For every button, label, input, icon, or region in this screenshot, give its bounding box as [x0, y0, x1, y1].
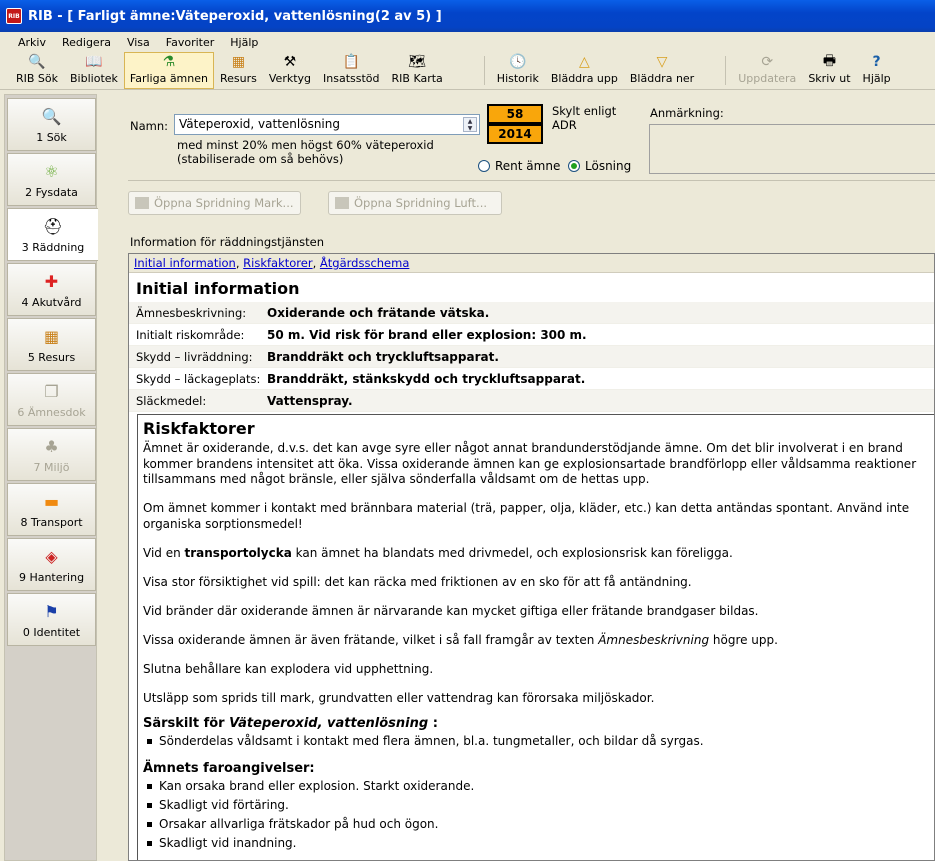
- nav-miljo[interactable]: [7, 428, 96, 481]
- uppdatera-label: Uppdatera: [738, 72, 797, 85]
- remarks-label: Anmärkning:: [650, 106, 724, 120]
- link-initial-information[interactable]: Initial information: [134, 256, 236, 270]
- tools-icon: ⚒: [283, 54, 297, 70]
- historik-button[interactable]: [491, 52, 545, 89]
- window-title: RIB - [ Farligt ämne:Väteperoxid, vattenlösning(2 av 5) ]: [28, 8, 442, 24]
- risk-paragraph: Om ämnet kommer i kontakt med brännbara material (trä, papper, olja, kläder, etc.) kan detta antändas spontant. Använd inte organiska sorptionsmedel!: [143, 501, 910, 531]
- skriv-ut-button[interactable]: [802, 52, 856, 89]
- flags-icon: ⚑: [44, 602, 59, 621]
- risk-paragraph: Slutna behållare kan explodera vid upphettning.: [143, 661, 434, 676]
- risk-text: Vid en: [143, 545, 185, 560]
- special-list: [143, 732, 931, 751]
- risk-text: högre upp.: [709, 632, 778, 647]
- risk-factors-section: [137, 414, 935, 861]
- rib-sok-button[interactable]: [10, 52, 64, 89]
- name-note: med minst 20% men högst 60% väteperoxid (stabiliserade om så behövs): [177, 138, 434, 166]
- risk-factors-heading: Riskfaktorer: [143, 419, 255, 438]
- nav-raddning-label: 3 Räddning: [21, 240, 85, 254]
- risk-bold-text: transportolycka: [184, 545, 292, 560]
- nav-identitet-label: 0 Identitet: [22, 625, 81, 639]
- menu-arkiv[interactable]: Arkiv: [18, 35, 46, 49]
- radio-circle: [478, 160, 490, 172]
- nav-fysdata-label: 2 Fysdata: [25, 185, 78, 199]
- hazard-heading: Ämnets faroangivelser:: [143, 761, 315, 776]
- list-item: Skadligt vid inandning.: [143, 834, 931, 853]
- nav-hantering[interactable]: [7, 538, 96, 591]
- risk-paragraph: Vid bränder där oxiderande ämnen är närvarande kan mycket giftiga eller frätande brandgaser bildas.: [143, 603, 759, 618]
- anchor-links: Initial information, Riskfaktorer, Åtgärdsschema: [129, 254, 934, 273]
- remarks-box[interactable]: [649, 124, 935, 174]
- menu-visa[interactable]: Visa: [126, 35, 150, 49]
- rib-sok-label: RIB Sök: [16, 72, 59, 85]
- printer-icon: 🖶: [822, 53, 837, 69]
- info-value: Oxiderande och frätande vätska.: [267, 305, 490, 320]
- link-riskfaktorer[interactable]: Riskfaktorer: [243, 256, 313, 270]
- verktyg-label: Verktyg: [268, 72, 312, 85]
- menu-redigera[interactable]: Redigera: [61, 35, 111, 49]
- nav-transport[interactable]: [7, 483, 96, 536]
- bladdra-ner-label: Bläddra ner: [629, 72, 695, 85]
- nav-resurs[interactable]: [7, 318, 96, 371]
- link-atgardsschema[interactable]: Åtgärdsschema: [319, 256, 410, 270]
- nav-resurs-label: 5 Resurs: [27, 350, 76, 364]
- skriv-ut-label: Skriv ut: [808, 72, 851, 85]
- bladdra-upp-label: Bläddra upp: [550, 72, 618, 85]
- resurs-label: Resurs: [220, 72, 257, 85]
- list-item: Orsakar allvarliga frätskador på hud och ögon.: [143, 815, 931, 834]
- container-icon: ▦: [43, 327, 60, 346]
- risk-paragraph: Visa stor försiktighet vid spill: det kan räcka med friktionen av en sko för att få antändning.: [143, 574, 692, 589]
- special-heading: [143, 716, 931, 731]
- info-row: [129, 368, 934, 390]
- resurs-button[interactable]: [214, 52, 263, 89]
- open-spread-air-button[interactable]: [328, 191, 502, 215]
- orange-plate-icon: ▬: [43, 492, 60, 511]
- verktyg-button[interactable]: [263, 52, 317, 89]
- radio-circle-selected: [568, 160, 580, 172]
- risk-text: kan ämnet ha blandats med drivmedel, och explosionsrisk kan föreligga.: [291, 545, 733, 560]
- nav-miljo-label: 7 Miljö: [33, 460, 70, 474]
- farliga-amnen-label: Farliga ämnen: [129, 72, 208, 85]
- arrow-down-icon: ▽: [656, 54, 668, 70]
- info-key: Initialt riskområde:: [136, 327, 245, 342]
- spread-air-icon: [335, 197, 349, 209]
- info-key: Ämnesbeskrivning:: [136, 305, 247, 320]
- title-bar: [0, 0, 935, 32]
- divider: [128, 180, 935, 181]
- arrow-up-icon: △: [578, 54, 590, 70]
- menu-favoriter[interactable]: Favoriter: [165, 35, 215, 49]
- risk-text: Vissa oxiderande ämnen är även frätande, vilket i så fall framgår av texten: [143, 632, 599, 647]
- rib-karta-label: RIB Karta: [391, 72, 443, 85]
- risk-paragraph: [143, 546, 933, 562]
- adr-hazard-number: 58: [487, 104, 543, 124]
- nav-akutvard[interactable]: [7, 263, 96, 316]
- historik-label: Historik: [496, 72, 539, 85]
- documents-icon: ❐: [44, 382, 59, 401]
- clipboard-icon: 📋: [342, 54, 360, 70]
- menu-bar: [0, 32, 935, 52]
- insatsstod-button[interactable]: [317, 52, 386, 89]
- nav-hantering-label: 9 Hantering: [18, 570, 85, 584]
- initial-information-table: [129, 302, 934, 412]
- rib-karta-button[interactable]: [386, 52, 449, 89]
- firefighter-icon: ⛑: [42, 217, 64, 236]
- open-spread-air-label: Öppna Spridning Luft...: [354, 196, 488, 210]
- bibliotek-label: Bibliotek: [70, 72, 118, 85]
- toolbar-separator: [725, 56, 726, 85]
- bladdra-upp-button[interactable]: [545, 52, 624, 89]
- substance-name-value: Väteperoxid, vattenlösning: [179, 117, 340, 131]
- bibliotek-button[interactable]: [64, 52, 124, 89]
- nav-raddning[interactable]: [7, 208, 98, 261]
- open-spread-ground-label: Öppna Spridning Mark...: [154, 196, 294, 210]
- risk-italic-text: Ämnesbeskrivning: [598, 632, 710, 647]
- risk-paragraph: [143, 633, 933, 649]
- red-cross-icon: ✚: [44, 272, 59, 291]
- update-icon: ⟳: [761, 54, 774, 70]
- nav-akutvard-label: 4 Akutvård: [21, 295, 82, 309]
- insatsstod-label: Insatsstöd: [323, 72, 380, 85]
- list-item: Sönderdelas våldsamt i kontakt med flera ämnen, bl.a. tungmetaller, och bildar då syrgas.: [143, 732, 931, 751]
- nav-transport-label: 8 Transport: [20, 515, 83, 529]
- rib-app-icon: RIB: [6, 8, 22, 24]
- info-value: Branddräkt och tryckluftsapparat.: [267, 349, 499, 364]
- hjalp-label: Hjälp: [862, 72, 891, 85]
- hazard-diamond-icon: ◈: [45, 547, 58, 566]
- special-heading-colon: :: [428, 716, 438, 731]
- info-row: [129, 324, 934, 346]
- special-heading-text: Särskilt för: [143, 716, 230, 731]
- farliga-amnen-button[interactable]: [124, 52, 214, 89]
- hazard-list: [143, 777, 931, 853]
- info-value: Vattenspray.: [267, 393, 353, 408]
- risk-paragraph: Utsläpp som sprids till mark, grundvatten eller vattendrag kan förorsaka miljöskador.: [143, 690, 655, 705]
- nav-identitet[interactable]: [7, 593, 96, 646]
- nav-fysdata[interactable]: [7, 153, 96, 206]
- info-row: [129, 390, 934, 412]
- nav-amnesdok[interactable]: [7, 373, 96, 426]
- tree-icon: ♣: [44, 437, 59, 456]
- spread-ground-icon: [135, 197, 149, 209]
- open-spread-ground-button[interactable]: [128, 191, 301, 215]
- bladdra-ner-button[interactable]: [624, 52, 700, 89]
- container-icon: ▦: [231, 54, 246, 70]
- list-item: Skadligt vid förtäring.: [143, 796, 931, 815]
- info-key: Skydd – livräddning:: [136, 349, 253, 364]
- magnifier-icon: 🔍: [41, 107, 62, 126]
- radio-pure-substance[interactable]: [478, 159, 560, 173]
- map-icon: 🗺: [408, 54, 427, 70]
- list-item: Kan orsaka brand eller explosion. Starkt oxiderande.: [143, 777, 931, 796]
- menu-hjalp[interactable]: Hjälp: [230, 35, 259, 49]
- radio-pure-label: Rent ämne: [495, 159, 561, 173]
- nav-amnesdok-label: 6 Ämnesdok: [17, 405, 86, 419]
- name-label: Namn:: [130, 119, 169, 133]
- section-label: Information för räddningstjänsten: [130, 235, 325, 249]
- spin-arrows-icon[interactable]: ▲ ▼: [463, 117, 477, 132]
- search-globe-icon: 🔍: [28, 54, 46, 70]
- help-icon: ?: [872, 54, 881, 70]
- radio-solution-label: Lösning: [585, 159, 632, 173]
- rescue-info-panel: [128, 253, 935, 861]
- toolbar: [0, 52, 935, 90]
- nav-sok[interactable]: [7, 98, 96, 151]
- info-value: 50 m. Vid risk för brand eller explosion: 300 m.: [267, 327, 587, 342]
- toolbar-separator: [484, 56, 485, 85]
- sidebar: [4, 94, 97, 861]
- special-heading-substance: Väteperoxid, vattenlösning: [229, 716, 429, 731]
- history-icon: 🕓: [509, 54, 527, 70]
- info-key: Släckmedel:: [136, 393, 207, 408]
- info-key: Skydd – läckageplats:: [136, 371, 261, 386]
- initial-information-heading: Initial information: [136, 279, 300, 298]
- risk-paragraph: Ämnet är oxiderande, d.v.s. det kan avge syre eller något annat brandunderstödjande ämne. Om det blir involverat i en brand kommer brandens intensitet att öka. Vissa oxiderande ämnen kan ge explosionsartade brandförlopp eller våldsamma reaktioner tillsammans med något bränsle, eller själva sönderfalla våldsamt om de hettas upp.: [143, 441, 917, 486]
- flask-icon: ⚗: [162, 54, 176, 70]
- hjalp-button[interactable]: [857, 52, 897, 89]
- radio-solution[interactable]: [568, 159, 631, 173]
- nav-sok-label: 1 Sök: [36, 130, 67, 144]
- substance-name-select[interactable]: [174, 114, 480, 135]
- uppdatera-button[interactable]: [732, 52, 802, 89]
- adr-caption: Skylt enligt ADR: [552, 104, 617, 132]
- info-row: [129, 346, 934, 368]
- book-icon: 📖: [85, 54, 103, 70]
- info-row: [129, 302, 934, 324]
- info-value: Branddräkt, stänkskydd och tryckluftsapparat.: [267, 371, 586, 386]
- adr-un-number: 2014: [487, 124, 543, 144]
- molecule-icon: ⚛: [44, 162, 59, 181]
